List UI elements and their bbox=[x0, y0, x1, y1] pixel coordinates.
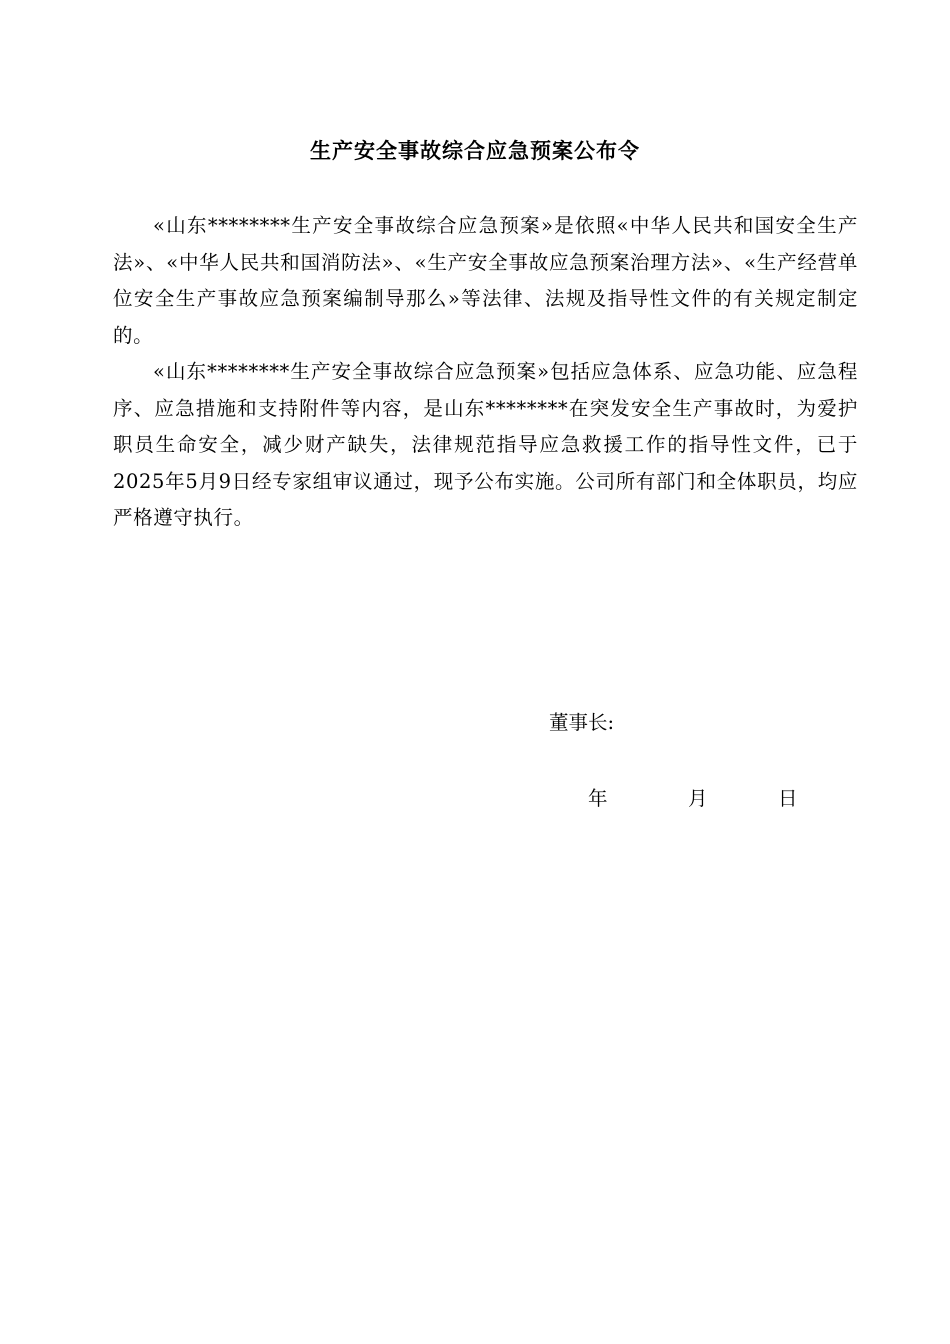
signature-date bbox=[588, 784, 808, 814]
paragraph-legal-basis: «山东********生产安全事故综合应急预案»是依照«中华人民共和国安全生产法»、«中华人民共和国消防法»、«生产安全事故应急预案治理方法»、«生产经营单位安全生产事故应急预案编制导那么»等法律、法规及指导性文件的有关规定制定的。 bbox=[113, 214, 858, 347]
document-title: 生产安全事故综合应急预案公布令 bbox=[310, 138, 640, 163]
document-body bbox=[113, 208, 858, 537]
date-day-label: 日 bbox=[778, 787, 798, 810]
paragraph-scope-and-enactment: «山东********生产安全事故综合应急预案»包括应急体系、应急功能、应急程序、应急措施和支持附件等内容，是山东********在突发安全生产事故时，为爱护职员生命安全，减少财产缺失，法律规范指导应急救援工作的指导性文件，已于2025年5月9日经专家组审议通过，现予公布实施。公司所有部门和全体职员，均应严格遵守执行。 bbox=[113, 360, 858, 529]
signature-label-chairman: 董事长: bbox=[549, 711, 615, 734]
date-month-label: 月 bbox=[688, 787, 708, 810]
date-year-label: 年 bbox=[588, 787, 608, 810]
